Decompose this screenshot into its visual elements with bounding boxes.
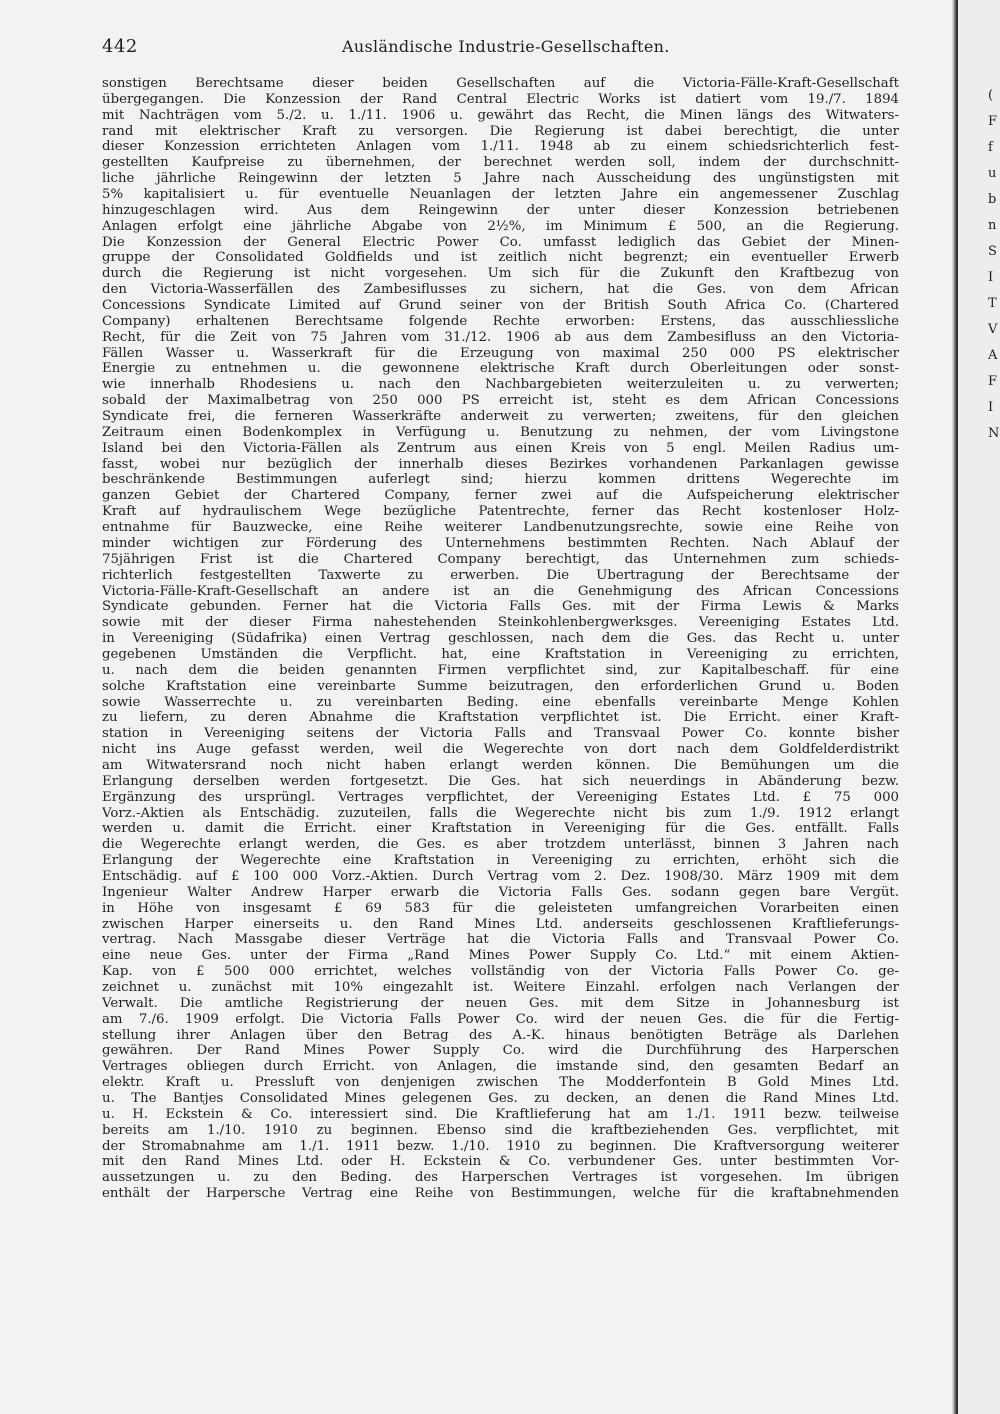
adjacent-page-letter: f (988, 140, 993, 155)
adjacent-page-letter: I (988, 400, 994, 415)
text-line: ganzen Gebiet der Chartered Company, ferner zwei auf die Aufspeicherung elektrischer (102, 488, 899, 504)
text-line: minder wichtigen zur Förderung des Unternehmens bestimmten Rechten. Nach Ablauf der (102, 535, 899, 551)
text-line: solche Kraftstation eine vereinbarte Summe beizutragen, den erforderlichen Grund u. Boden (102, 678, 899, 694)
text-line: werden u. damit die Erricht. einer Kraftstation in Vereeniging für die Ges. entfällt. Falls (102, 821, 899, 837)
text-line: dieser Konzession errichteten Anlagen vom 1./11. 1948 ab zu einem schiedsrichterlich fest- (102, 139, 899, 155)
text-line: liche jährliche Reingewinn der letzten 5 Jahre nach Ausscheidung des ungünstigsten mit (102, 171, 899, 187)
text-line: stellung ihrer Anlagen über den Betrag des A.-K. hinaus benötigten Beträge als Darlehen (102, 1027, 899, 1043)
text-line: Concessions Syndicate Limited auf Grund seiner von der British South Africa Co. (Chartered (102, 298, 899, 314)
text-line: entnahme für Bauzwecke, eine Reihe weiterer Landbenutzungsrechte, sowie eine Reihe von (102, 520, 899, 536)
adjacent-page-letter: u (988, 166, 997, 181)
text-line: Victoria-Fälle-Kraft-Gesellschaft an andere ist an die Genehmigung des African Concessions (102, 583, 899, 599)
text-line: gewähren. Der Rand Mines Power Supply Co. wird die Durchführung des Harperschen (102, 1043, 899, 1059)
text-line: Entschädig. auf £ 100 000 Vorz.-Aktien. Durch Vertrag vom 2. Dez. 1908/30. März 1909 mit dem (102, 868, 899, 884)
adjacent-page-letter: I (988, 270, 994, 285)
page-number: 442 (102, 36, 138, 57)
text-line: Fällen Wasser u. Wasserkraft für die Erzeugung von maximal 250 000 PS elektrischer (102, 345, 899, 361)
text-line: aussetzungen u. zu den Beding. des Harperschen Vertrages ist vorgesehen. Im übrigen (102, 1170, 899, 1186)
text-line: Vorz.-Aktien als Entschädig. zuzuteilen, falls die Wegerechte nicht bis zum 1./9. 1912 erlangt (102, 805, 899, 821)
text-line: Vertrages obliegen durch Erricht. von Anlagen, die imstande sind, den gesamten Bedarf an (102, 1059, 899, 1075)
text-line: Kap. von £ 500 000 errichtet, welches vollständig von der Victoria Falls Power Co. ge- (102, 964, 899, 980)
text-line: zeichnet u. zunächst mit 10% eingezahlt ist. Weitere Einzahl. erfolgen nach Verlangen der (102, 979, 899, 995)
text-line: 75jährigen Frist ist die Chartered Company berechtigt, das Unternehmen zum schieds- (102, 551, 899, 567)
text-line: Erlangung der Wegerechte eine Kraftstation in Vereeniging zu errichten, erhöht sich die (102, 853, 899, 869)
text-line: Erlangung derselben werden fortgesetzt. Die Ges. hat sich neuerdings in Abänderung bezw. (102, 773, 899, 789)
text-line: zwischen Harper einerseits u. den Rand Mines Ltd. anderseits geschlossenen Kraftlieferungs- (102, 916, 899, 932)
running-title: Ausländische Industrie-Gesellschaften. (342, 37, 670, 56)
text-line: Island bei den Victoria-Fällen als Zentrum aus einen Kreis von 5 engl. Meilen Radius um- (102, 440, 899, 456)
text-line: rand mit elektrischer Kraft zu versorgen. Die Regierung ist dabei berechtigt, die unter (102, 123, 899, 139)
text-line: richterlich festgestellten Taxwerte zu erwerben. Die Übertragung der Berechtsame der (102, 567, 899, 583)
text-line: übergegangen. Die Konzession der Rand Central Electric Works ist datiert vom 19./7. 1894 (102, 91, 899, 107)
adjacent-page-letter: ( (988, 88, 994, 103)
text-line: bereits am 1./10. 1910 zu beginnen. Ebenso sind die kraftbeziehenden Ges. verpflichtet, mit (102, 1122, 899, 1138)
page-header (102, 36, 902, 60)
text-line: enthält der Harpersche Vertrag eine Reihe von Bestimmungen, welche für die kraftabnehmenden (102, 1186, 899, 1202)
text-line: sonstigen Berechtsame dieser beiden Gesellschaften auf die Victoria-Fälle-Kraft-Gesellschaft (102, 76, 899, 91)
text-line: nicht ins Auge gefasst werden, weil die Wegerechte von dort nach dem Goldfelderdistrikt (102, 742, 899, 758)
text-line: wie innerhalb Rhodesiens u. nach den Nachbargebieten weiterzuleiten u. zu verwerten; (102, 377, 899, 393)
adjacent-page-letter: A (988, 348, 998, 363)
text-line: Company) erhaltenen Berechtsame folgende Rechte erworben: Erstens, das ausschliessliche (102, 313, 899, 329)
text-line: u. The Bantjes Consolidated Mines gelegenen Ges. zu decken, an denen die Rand Mines Ltd. (102, 1091, 899, 1106)
text-line: hinzugeschlagen wird. Aus dem Reingewinn der unter dieser Konzession betriebenen (102, 202, 899, 218)
adjacent-page-letter: F (988, 114, 998, 129)
adjacent-page-letter: V (988, 322, 998, 337)
text-line: Zeitraum einen Bodenkomplex in Verfügung u. Benutzung zu nehmen, der vom Livingstone (102, 424, 899, 440)
text-line: Syndicate frei, die ferneren Wasserkräfte anderweit zu verwerten; zweitens, für den gleichen (102, 409, 899, 425)
text-line: u. nach dem die beiden genannten Firmen verpflichtet sind, zur Kapitalbeschaff. für eine (102, 662, 899, 678)
body-text (102, 76, 899, 1202)
text-line: sowie Wasserrechte u. zu vereinbarten Beding. eine ebenfalls vereinbarte Menge Kohlen (102, 694, 899, 710)
text-line: mit den Rand Mines Ltd. oder H. Eckstein & Co. verbundener Ges. unter bestimmten Vor- (102, 1154, 899, 1170)
text-line: sobald der Maximalbetrag von 250 000 PS erreicht ist, steht es dem African Concessions (102, 393, 899, 409)
text-line: Kraft auf hydraulischem Wege bezügliche Patentrechte, ferner das Recht kostenloser Holz- (102, 504, 899, 520)
text-line: am 7./6. 1909 erfolgt. Die Victoria Falls Power Co. wird der neuen Ges. die für die Fertig- (102, 1011, 899, 1027)
text-line: in Vereeniging (Südafrika) einen Vertrag geschlossen, nach dem die Ges. das Recht u. unter (102, 631, 899, 647)
text-line: station in Vereeniging seitens der Victoria Falls and Transvaal Power Co. konnte bisher (102, 726, 899, 742)
text-line: durch die Regierung ist nicht vorgesehen. Um sich für die Zukunft den Kraftbezug von (102, 266, 899, 282)
text-line: mit Nachträgen vom 5./2. u. 1./11. 1906 u. gewährt das Recht, die Minen längs des Witwaters- (102, 107, 899, 123)
text-line: Syndicate gebunden. Ferner hat die Victoria Falls Ges. mit der Firma Lewis & Marks (102, 599, 899, 615)
adjacent-page-letter: F (988, 374, 998, 389)
adjacent-page-letter: S (988, 244, 997, 259)
text-line: Verwalt. Die amtliche Registrierung der neuen Ges. mit dem Sitze in Johannesburg ist (102, 995, 899, 1011)
text-line: u. H. Eckstein & Co. interessiert sind. Die Kraftlieferung hat am 1./1. 1911 bezw. teilweise (102, 1106, 899, 1122)
adjacent-page-letter: N (988, 426, 1000, 441)
text-line: sowie mit der dieser Firma nahestehenden Steinkohlenbergwerksges. Vereeniging Estates Ltd. (102, 615, 899, 631)
text-line: beschränkende Bestimmungen auferlegt sind; hierzu kommen drittens Wegerechte im (102, 472, 899, 488)
text-line: am Witwatersrand noch nicht haben erlangt werden können. Die Bemühungen um die (102, 757, 899, 773)
text-line: Ingenieur Walter Andrew Harper erwarb die Victoria Falls Ges. sodann gegen bare Vergüt. (102, 884, 899, 900)
text-line: 5% kapitalisiert u. für eventuelle Neuanlagen der letzten Jahre ein angemessener Zuschlag (102, 187, 899, 203)
text-line: gestellten Kaufpreise zu übernehmen, der berechnet werden soll, indem der durchschnitt- (102, 155, 899, 171)
text-line: gruppe der Consolidated Goldfields und ist zeitlich nicht begrenzt; ein eventueller Erwerb (102, 250, 899, 266)
text-line: Energie zu entnehmen u. die gewonnene elektrische Kraft durch Oberleitungen oder sonst- (102, 361, 899, 377)
adjacent-page-letter: T (988, 296, 997, 311)
text-line: Ergänzung des ursprüngl. Vertrages verpflichtet, der Vereeniging Estates Ltd. £ 75 000 (102, 789, 899, 805)
text-line: fasst, wobei nur bezüglich der innerhalb dieses Bezirkes vorhandenen Parkanlagen gewisse (102, 456, 899, 472)
adjacent-page-letter: b (988, 192, 997, 207)
text-line: eine neue Ges. unter der Firma „Rand Mines Power Supply Co. Ltd.“ mit einem Aktien- (102, 948, 899, 964)
text-line: vertrag. Nach Massgabe dieser Verträge hat die Victoria Falls and Transvaal Power Co. (102, 932, 899, 948)
text-line: den Victoria-Wasserfällen des Zambesiflusses zu sichern, hat die Ges. von dem African (102, 282, 899, 298)
text-line: die Wegerechte erlangt werden, die Ges. es aber trotzdem unterlässt, binnen 3 Jahren nach (102, 837, 899, 853)
text-line: der Stromabnahme am 1./1. 1911 bezw. 1./10. 1910 zu beginnen. Die Kraftversorgung weiterer (102, 1138, 899, 1154)
text-line: Die Konzession der General Electric Power Co. umfasst lediglich das Gebiet der Minen- (102, 234, 899, 250)
text-line: gegebenen Umständen die Verpflicht. hat, eine Kraftstation in Vereeniging zu errichten, (102, 646, 899, 662)
text-line: in Höhe von insgesamt £ 69 583 für die geleisteten umfangreichen Vorarbeiten einen (102, 900, 899, 916)
text-line: elektr. Kraft u. Pressluft von denjenigen zwischen The Modderfontein B Gold Mines Ltd. (102, 1075, 899, 1091)
text-line: zu liefern, zu deren Abnahme die Kraftstation verpflichtet ist. Die Erricht. einer Kraft- (102, 710, 899, 726)
adjacent-page-letter: n (988, 218, 997, 233)
text-line: Recht, für die Zeit von 75 Jahren vom 31./12. 1906 ab aus dem Zambesifluss an den Victoria- (102, 329, 899, 345)
adjacent-page-strip (958, 0, 1000, 1414)
text-line: Anlagen erfolgt eine jährliche Abgabe von 2½%, im Minimum £ 500, an die Regierung. (102, 218, 899, 234)
